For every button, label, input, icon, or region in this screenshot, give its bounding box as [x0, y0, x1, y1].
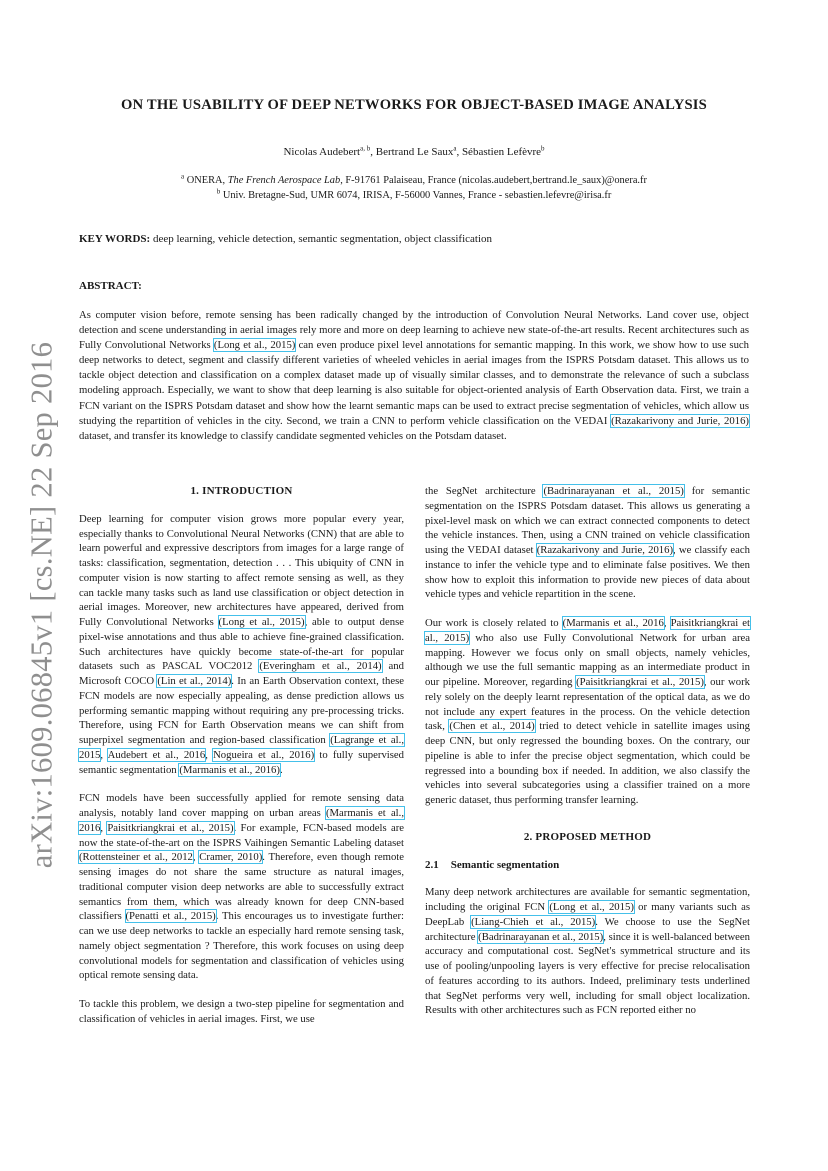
citation-link[interactable]: (Badrinarayanan et al., 2015) — [478, 930, 604, 943]
affiliation-text: , F-91761 Palaiseau, France (nicolas.audebert,bertrand.le_saux)@onera.fr — [340, 175, 647, 186]
author-affiliation-mark: b — [541, 144, 545, 153]
citation-link[interactable]: (Razakarivony and Jurie, 2016) — [611, 414, 749, 427]
paragraph: To tackle this problem, we design a two-step pipeline for segmentation and classification of vehicles in aerial images. First, we use — [79, 998, 404, 1025]
paragraph: FCN models have been successfully applied for remote sensing data analysis, notably land cover mapping on urban areas (Marmanis et al., 2016, Paisitkriangkrai et al., 2015). For example, FCN-based models are now the state-of-the-art on the ISPRS Vaihingen Semantic Labeling dataset (Rottensteiner et al., 2012, Cramer, 2010). Therefore, even though remote sensing images do not share the same structure as natural images, traditional computer vision deep networks are able to successfully extract semantics from them, which was already known for deep CNN-based classifiers (Penatti et al., 2015). This encourages us to investigate further: can we use deep networks to tackle an especially hard remote sensing task, namely object segmentation ? Therefore, this work focuses on using deep convolutional models for segmentation and classification of vehicles using optical remote sensing data. — [79, 792, 404, 982]
citation-link[interactable]: (Chen et al., 2014) — [449, 720, 535, 733]
citation-link[interactable]: Paisitkriangkrai et al., 2015) — [425, 617, 750, 644]
citation-link[interactable]: (Marmanis et al., 2016) — [179, 763, 280, 776]
section-heading-proposed-method: 2. PROPOSED METHOD — [523, 830, 652, 843]
author-name: Sébastien Lefèvre — [461, 146, 542, 158]
affiliation-a — [79, 172, 749, 186]
citation-link[interactable]: Cramer, 2010) — [199, 851, 263, 864]
arxiv-identifier-stamp — [22, 341, 62, 869]
paragraph: Many deep network architectures are available for semantic segmentation, including the original FCN (Long et al., 2015) or many variants such as DeepLab (Liang-Chieh et al., 2015). We choose to use the SegNet architecture (Badrinarayanan et al., 2015), since it is well-balanced between accuracy and computational cost. SegNet's symmetrical structure and its use of pooling/unpooling layers is very effective for precise relocalisation of features according to its authors. Indeed, preliminary tests underlined that SegNet performs very well, including for small object localization. Results with other architectures such as FCN reported either no — [425, 886, 750, 1017]
section-heading-introduction: 1. INTRODUCTION — [190, 485, 293, 497]
citation-link[interactable]: (Long et al., 2015) — [218, 616, 305, 628]
author-affiliation-mark: a — [453, 144, 457, 153]
citation-link[interactable]: (Razakarivony and Jurie, 2016) — [536, 544, 674, 556]
right-column — [425, 484, 750, 1032]
subsection-heading-semantic-segmentation — [425, 858, 750, 873]
citation-link[interactable]: (Marmanis et al., 2016 — [79, 807, 404, 834]
abstract-heading: ABSTRACT: — [79, 280, 142, 292]
left-column — [79, 484, 404, 1041]
paragraph: Deep learning for computer vision grows more popular every year, especially thanks to Convolutional Neural Networks (CNN) that are able to learn powerful and expressive descriptors from images for a large range of tasks: classification, segmentation, detection . . . This ubiquity of CNN in computer vision is now starting to affect remote sensing as well, as they can tackle many tasks such as land use classification or object detection in aerial images. Moreover, new architectures have appeared, derived from Fully Convolutional Networks (Long et al., 2015), able to output dense pixel-wise annotations and thus able to achieve fine-grained classification. Such architectures have quickly become state-of-the-art for popular datasets such as PASCAL VOC2012 (Everingham et al., 2014) and Microsoft COCO (Lin et al., 2014). In an Earth Observation context, these FCN models are now especially appealing, as dense prediction allows us performing semantic mapping without requiring any pre-processing tricks. Therefore, using FCN for Earth Observation means we can shift from superpixel segmentation and region-based classification (Lagrange et al., 2015, Audebert et al., 2016, Nogueira et al., 2016) to fully supervised semantic segmentation (Marmanis et al., 2016). — [79, 512, 405, 776]
citation-link[interactable]: (Liang-Chieh et al., 2015) — [471, 915, 596, 928]
citation-link[interactable]: (Long et al., 2015) — [549, 901, 634, 913]
subsection-number: 2.1 — [425, 858, 439, 871]
abstract-body: As computer vision before, remote sensing has been radically changed by the introduction of Convolution Neural Networks. Land cover use, object detection and scene understanding in aerial images rely more and more on deep learning to achieve new state-of-the-art results. Recent architectures such as Fully Convolutional Networks (Long et al., 2015) can even produce pixel level annotations for semantic mapping. In this work, we show how to use such deep networks to detect, segment and classify different varieties of wheeled vehicles in aerial images from the ISPRS Potsdam dataset. This allows us to tackle object detection and classification on a complex dataset made up of visually similar classes, and to demonstrate the relevance of such a subclass modeling approach. Especially, we want to show that deep learning is also suitable for object-oriented analysis of Earth Observation data. First, we train a FCN variant on the ISPRS Potsdam dataset and show how the learnt semantic maps can be used to extract precise segmentation of vehicles, which allow us studying the repartition of vehicles in the city. Second, we train a CNN to perform vehicle classification on the VEDAI (Razakarivony and Jurie, 2016) dataset, and transfer its knowledge to classify candidate segmented vehicles on the Potsdam dataset. — [79, 309, 749, 442]
citation-link[interactable]: (Paisitkriangkrai et al., 2015) — [576, 676, 704, 688]
citation-link[interactable]: (Rottensteiner et al., 2012 — [79, 851, 193, 864]
subsection-title: Semantic segmentation — [450, 858, 560, 871]
affiliation-b — [79, 187, 749, 201]
keywords-label: KEY WORDS: — [79, 233, 151, 245]
citation-link[interactable]: Nogueira et al., 2016) — [213, 748, 315, 761]
author-name: Nicolas Audebert — [283, 146, 361, 158]
affiliation-text: ONERA, — [184, 175, 228, 186]
citation-link[interactable]: (Lagrange et al., 2015 — [79, 734, 404, 761]
citation-link[interactable]: Paisitkriangkrai et al., 2015) — [107, 821, 234, 834]
paper-title: ON THE USABILITY OF DEEP NETWORKS FOR OBJECT-BASED IMAGE ANALYSIS — [121, 97, 707, 113]
citation-link[interactable]: (Everingham et al., 2014) — [259, 660, 382, 673]
paragraph: the SegNet architecture (Badrinarayanan et al., 2015) for semantic segmentation on the ISPRS Potsdam dataset. This allows us generating a pixel-level mask on which we can extract connected components to detect the vehicle instances. Then, using a CNN trained on vehicle classification using the VEDAI dataset (Razakarivony and Jurie, 2016), we classify each instance to infer the vehicle type and to eliminate false positives. We then show how to exploit this information to provide new pieces of data about vehicle types and vehicle repartition in the scene. — [425, 485, 750, 601]
citation-link[interactable]: (Penatti et al., 2015) — [125, 910, 216, 923]
citation-link[interactable]: (Long et al., 2015) — [213, 339, 296, 352]
keywords-line — [79, 233, 492, 245]
keywords-text: deep learning, vehicle detection, semantic segmentation, object classification — [150, 233, 493, 245]
author-list: Nicolas Audebert$^{a, b}$, Bertrand Le Saux$^a$, Sébastien Lefèvre$^b$ — [283, 144, 545, 158]
affiliation-text: Univ. Bretagne-Sud, UMR 6074, IRISA, F-56000 Vannes, France - sebastien.lefevre@irisa.fr — [220, 190, 612, 201]
citation-link[interactable]: (Marmanis et al., 2016 — [562, 617, 664, 629]
affiliation-mark: a — [181, 172, 185, 181]
author-name: Bertrand Le Saux — [375, 146, 454, 158]
affiliation-mark: b — [216, 187, 221, 196]
paragraph: Our work is closely related to (Marmanis et al., 2016, Paisitkriangkrai et al., 2015) who also use Fully Convolutional Network for urban area mapping. However we focus only on small objects, namely vehicles, although we use the full semantic mapping as an intermediate product in our pipeline. Moreover, regarding (Paisitkriangkrai et al., 2015), our work rely solely on the deeply learnt representation of the optical data, as we do not include any expert features in the process. On the vehicle detection task, (Chen et al., 2014) tried to detect vehicle in satellite images using deep CNN, but only regressed the bounding boxes. On the contrary, our pipeline is able to infer the precise object segmentation, which could be regressed into a bounding box if needed. In addition, we also classify the vehicles into several subcategories using a classifier trained on a more generic dataset, thus performing transfer learning. — [425, 617, 750, 806]
author-affiliation-mark: a, b — [360, 144, 371, 153]
citation-link[interactable]: (Lin et al., 2014) — [157, 675, 232, 687]
citation-link[interactable]: (Badrinarayanan et al., 2015) — [543, 485, 684, 497]
citation-link[interactable]: Audebert et al., 2016 — [107, 748, 206, 761]
arxiv-stamp-text: arXiv:1609.06845v1 [cs.NE] 22 Sep 2016 — [24, 341, 59, 869]
affiliation-lab: The French Aerospace Lab — [227, 175, 341, 186]
